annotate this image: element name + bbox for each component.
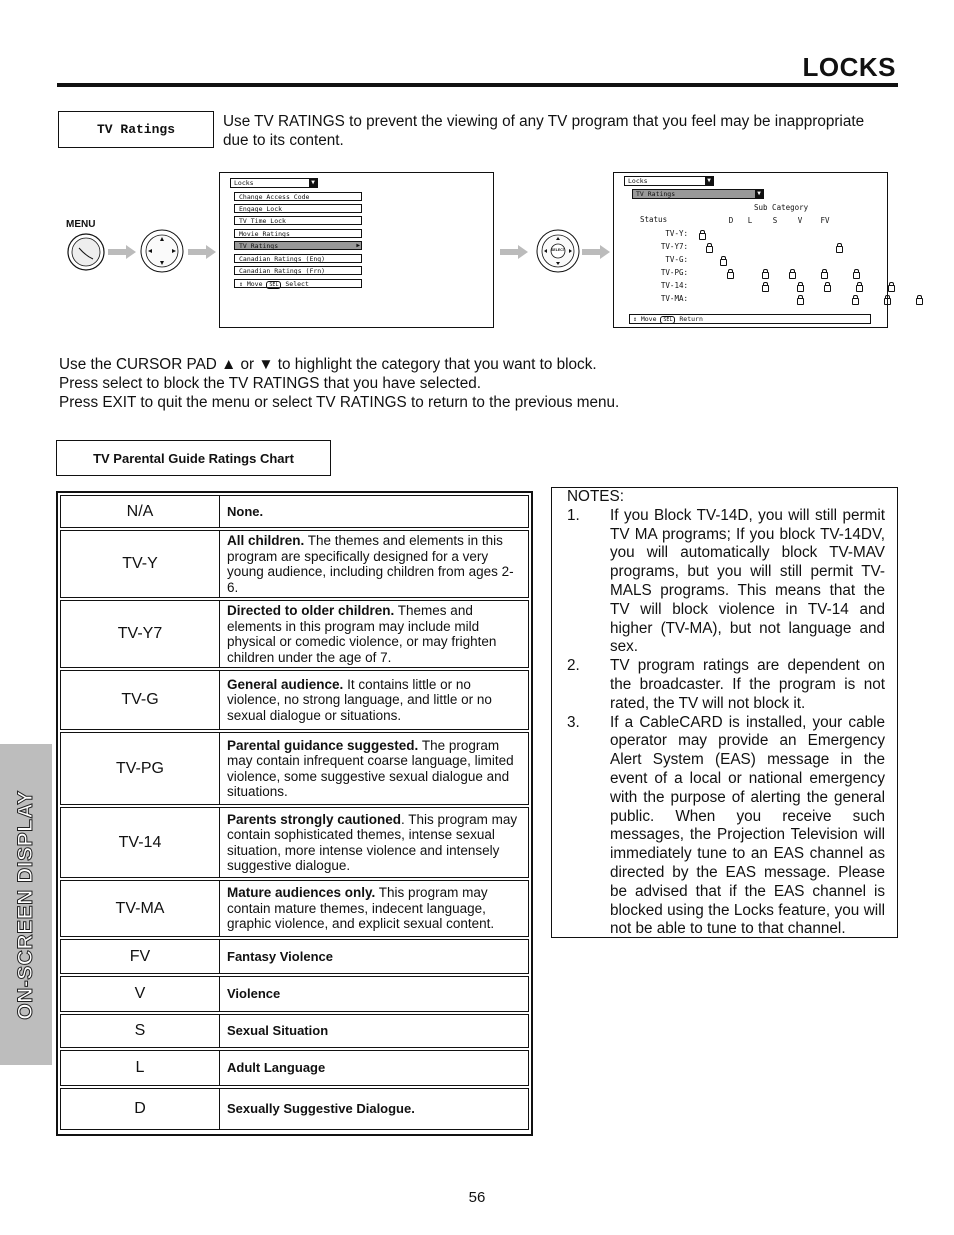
rating-description-text: This program may contain mature themes, indecent language, graphic violence, and explicit sexual content. [227, 885, 495, 932]
cursor-pad-icon [139, 228, 185, 274]
dropdown-icon: ▼ [705, 177, 713, 185]
rating-description-bold: None. [227, 503, 264, 519]
footer-move: Move [246, 280, 263, 288]
lock-icon[interactable] [852, 298, 859, 305]
rating-row [60, 976, 529, 1012]
rating-description [227, 671, 520, 729]
screen-title-text: Locks [628, 177, 648, 185]
lock-icon[interactable] [762, 285, 769, 292]
rating-row [60, 1088, 529, 1130]
menu-button-icon [66, 232, 106, 272]
rating-description-text: The program may contain infrequent coarse language, limited violence, some suggestive sexual dialogue and situations. [227, 737, 514, 799]
menu-item[interactable]: Engage Lock [234, 204, 362, 213]
menu-item[interactable]: Canadian Ratings (Frn) [234, 266, 362, 275]
menu-item-selected[interactable] [234, 241, 362, 250]
rating-row [60, 880, 529, 937]
screen-title [624, 176, 714, 186]
note-item [567, 714, 885, 940]
rating-code: FV [61, 940, 220, 973]
rating-description-bold: Parental guidance suggested. [227, 737, 419, 753]
column-fv: FV [820, 216, 830, 225]
rating-code: V [61, 977, 220, 1011]
rating-description-bold: Adult Language [227, 1060, 326, 1076]
column-s: S [772, 216, 778, 225]
lock-icon[interactable] [884, 298, 891, 305]
rating-description [227, 881, 520, 936]
note-number: 1. [567, 506, 580, 524]
notes-heading: NOTES: [567, 488, 624, 505]
instruction-line: Press select to block the TV RATINGS that you have selected. [59, 375, 481, 392]
dropdown-icon: ▼ [309, 179, 317, 187]
rating-row [60, 732, 529, 805]
arrow-right-icon [188, 245, 218, 259]
lock-icon[interactable] [836, 246, 843, 253]
rating-description [227, 601, 520, 667]
rating-description-bold: Mature audiences only. [227, 885, 376, 901]
rating-row [60, 807, 529, 878]
submenu-label: TV Ratings [636, 190, 676, 198]
rating-description-bold: Sexually Suggestive Dialogue. [227, 1101, 415, 1117]
title-rule [57, 83, 898, 87]
intro-text: Use TV RATINGS to prevent the viewing of any TV program that you feel may be inappropriate due to its content. [223, 113, 865, 149]
screen-footer [234, 279, 362, 288]
rating-description [227, 940, 520, 973]
menu-item-label: TV Ratings [239, 242, 279, 250]
rating-description [227, 977, 520, 1011]
status-heading: Status [640, 215, 668, 224]
rating-status-label: TV-Y7: [660, 242, 688, 251]
footer-move: Move [640, 315, 657, 323]
notes-box [551, 487, 898, 938]
note-text: If a CableCARD is installed, your cable operator may provide an Emergency Alert System (EAS) message in the event of a local or national emergency with the purpose of alerting the general public. When you receive such messages, the Projection Television will immediately tune to an EAS channel as directed by the EAS message. Please be advised that if the EAS channel is blocked using the Locks feature, you will not be able to tune to that channel. [610, 713, 885, 938]
lock-icon[interactable] [789, 272, 796, 279]
lock-icon[interactable] [853, 272, 860, 279]
menu-item[interactable]: Movie Ratings [234, 229, 362, 238]
lock-icon[interactable] [727, 272, 734, 279]
note-item [567, 657, 885, 713]
note-number: 3. [567, 713, 580, 731]
rating-code: TV-Y7 [61, 601, 220, 667]
instruction-line: Use the CURSOR PAD ▲ or ▼ to highlight the category that you want to block. [59, 356, 597, 373]
dropdown-icon: ▼ [755, 190, 763, 198]
rating-description [227, 531, 520, 597]
rating-description-text: . This program may contain sophisticated themes, intense sexual situation, more intense violence and intensely suggestive dialogue. [227, 811, 518, 873]
lock-icon[interactable] [916, 298, 923, 305]
instructions [59, 355, 879, 412]
rating-description [227, 496, 520, 527]
page-number: 56 [468, 1189, 486, 1206]
locks-menu-screen [219, 172, 494, 328]
lock-icon[interactable] [821, 272, 828, 279]
lock-icon[interactable] [706, 246, 713, 253]
rating-description-text: The themes and elements in this program are specifically designed for a very young audience, including children from ages 2-6. [227, 533, 514, 595]
footer-action: Return [679, 315, 703, 323]
rating-row [60, 495, 529, 528]
menu-label: MENU [66, 219, 96, 230]
note-number: 2. [567, 657, 580, 675]
rating-code: L [61, 1051, 220, 1085]
note-item [567, 507, 885, 657]
rating-row [60, 1014, 529, 1048]
rating-status-label: TV-Y: [665, 229, 688, 238]
menu-item[interactable]: Change Access Code [234, 192, 362, 201]
footer-action: Select [285, 280, 309, 288]
move-updown-icon: ⇕ [239, 280, 243, 288]
screen-title [230, 178, 318, 188]
rating-description [227, 1015, 520, 1047]
column-v: V [797, 216, 803, 225]
page-title: LOCKS [802, 52, 896, 82]
menu-item[interactable]: Canadian Ratings (Eng) [234, 254, 362, 263]
ratings-chart-label: TV Parental Guide Ratings Chart [56, 440, 331, 476]
rating-description-bold: Sexual Situation [227, 1023, 329, 1039]
side-tab-label: ON-SCREEN DISPLAY [14, 790, 37, 1020]
rating-description-bold: Violence [227, 986, 281, 1002]
lock-icon[interactable] [824, 285, 831, 292]
sub-category-heading: Sub Category [754, 203, 809, 212]
rating-description-bold: General audience. [227, 676, 344, 692]
rating-description [227, 1051, 520, 1085]
column-d: D [728, 216, 734, 225]
rating-description-text: Themes and elements in this program may include mild physical or comedic violence, or may frighten children under the age of 7. [227, 603, 497, 665]
rating-description [227, 733, 520, 804]
move-updown-icon: ⇕ [633, 315, 637, 323]
rating-row [60, 939, 529, 974]
rating-code: TV-MA [61, 881, 220, 936]
arrow-right-icon [108, 245, 138, 259]
note-text: TV program ratings are dependent on the broadcaster. If the program is not rated, the TV will not block it. [610, 657, 885, 712]
sel-button-icon: SEL [660, 316, 675, 324]
arrow-right-icon [582, 245, 612, 259]
lock-icon[interactable] [699, 233, 706, 240]
rating-code: TV-14 [61, 808, 220, 877]
rating-code: D [61, 1089, 220, 1129]
lock-icon[interactable] [888, 285, 895, 292]
rating-description-bold: Fantasy Violence [227, 948, 333, 964]
select-button-label: SELECT [551, 248, 565, 252]
ratings-table [56, 491, 533, 1136]
rating-status-label: TV-14: [660, 281, 688, 290]
screen-title-text: Locks [234, 179, 254, 187]
rating-description-bold: All children. [227, 533, 305, 548]
rating-description [227, 808, 520, 877]
arrow-right-icon [500, 245, 530, 259]
tv-ratings-screen [613, 172, 888, 328]
rating-description-text: It contains little or no violence, no strong language, and little or no sexual dialogue or situations. [227, 676, 492, 723]
rating-code: TV-Y [61, 531, 220, 597]
submenu-tv-ratings[interactable] [632, 189, 764, 199]
screen-footer [629, 314, 871, 324]
rating-status-label: TV-PG: [660, 268, 688, 277]
note-text: If you Block TV-14D, you will still permit TV MA programs; If you block TV-14DV, you will automatically block TV-MAV programs, but you will still permit TV-MALS programs. This means that the TV will block violence in TV-14 and higher (TV-MA), but not language and sex. [610, 506, 885, 656]
rating-code: TV-G [61, 671, 220, 729]
rating-row [60, 670, 529, 730]
submenu-arrow-icon: ▶ [356, 242, 360, 249]
rating-code: TV-PG [61, 733, 220, 804]
column-l: L [747, 216, 753, 225]
lock-icon[interactable] [797, 285, 804, 292]
sel-button-icon: SEL [266, 281, 281, 289]
rating-code: N/A [61, 496, 220, 527]
rating-code: S [61, 1015, 220, 1047]
rating-description-bold: Directed to older children. [227, 603, 395, 618]
tv-ratings-label-box: TV Ratings [58, 111, 214, 148]
rating-row [60, 530, 529, 598]
instruction-line: Press EXIT to quit the menu or select TV RATINGS to return to the previous menu. [59, 394, 620, 411]
lock-icon[interactable] [720, 259, 727, 266]
menu-item[interactable]: TV Time Lock [234, 216, 362, 225]
rating-status-label: TV-G: [665, 255, 688, 264]
rating-description-bold: Parents strongly cautioned [227, 811, 402, 827]
lock-icon[interactable] [856, 285, 863, 292]
rating-status-label: TV-MA: [660, 294, 688, 303]
rating-row [60, 1050, 529, 1086]
lock-icon[interactable] [797, 298, 804, 305]
rating-description [227, 1089, 520, 1129]
lock-icon[interactable] [762, 272, 769, 279]
rating-row [60, 600, 529, 668]
